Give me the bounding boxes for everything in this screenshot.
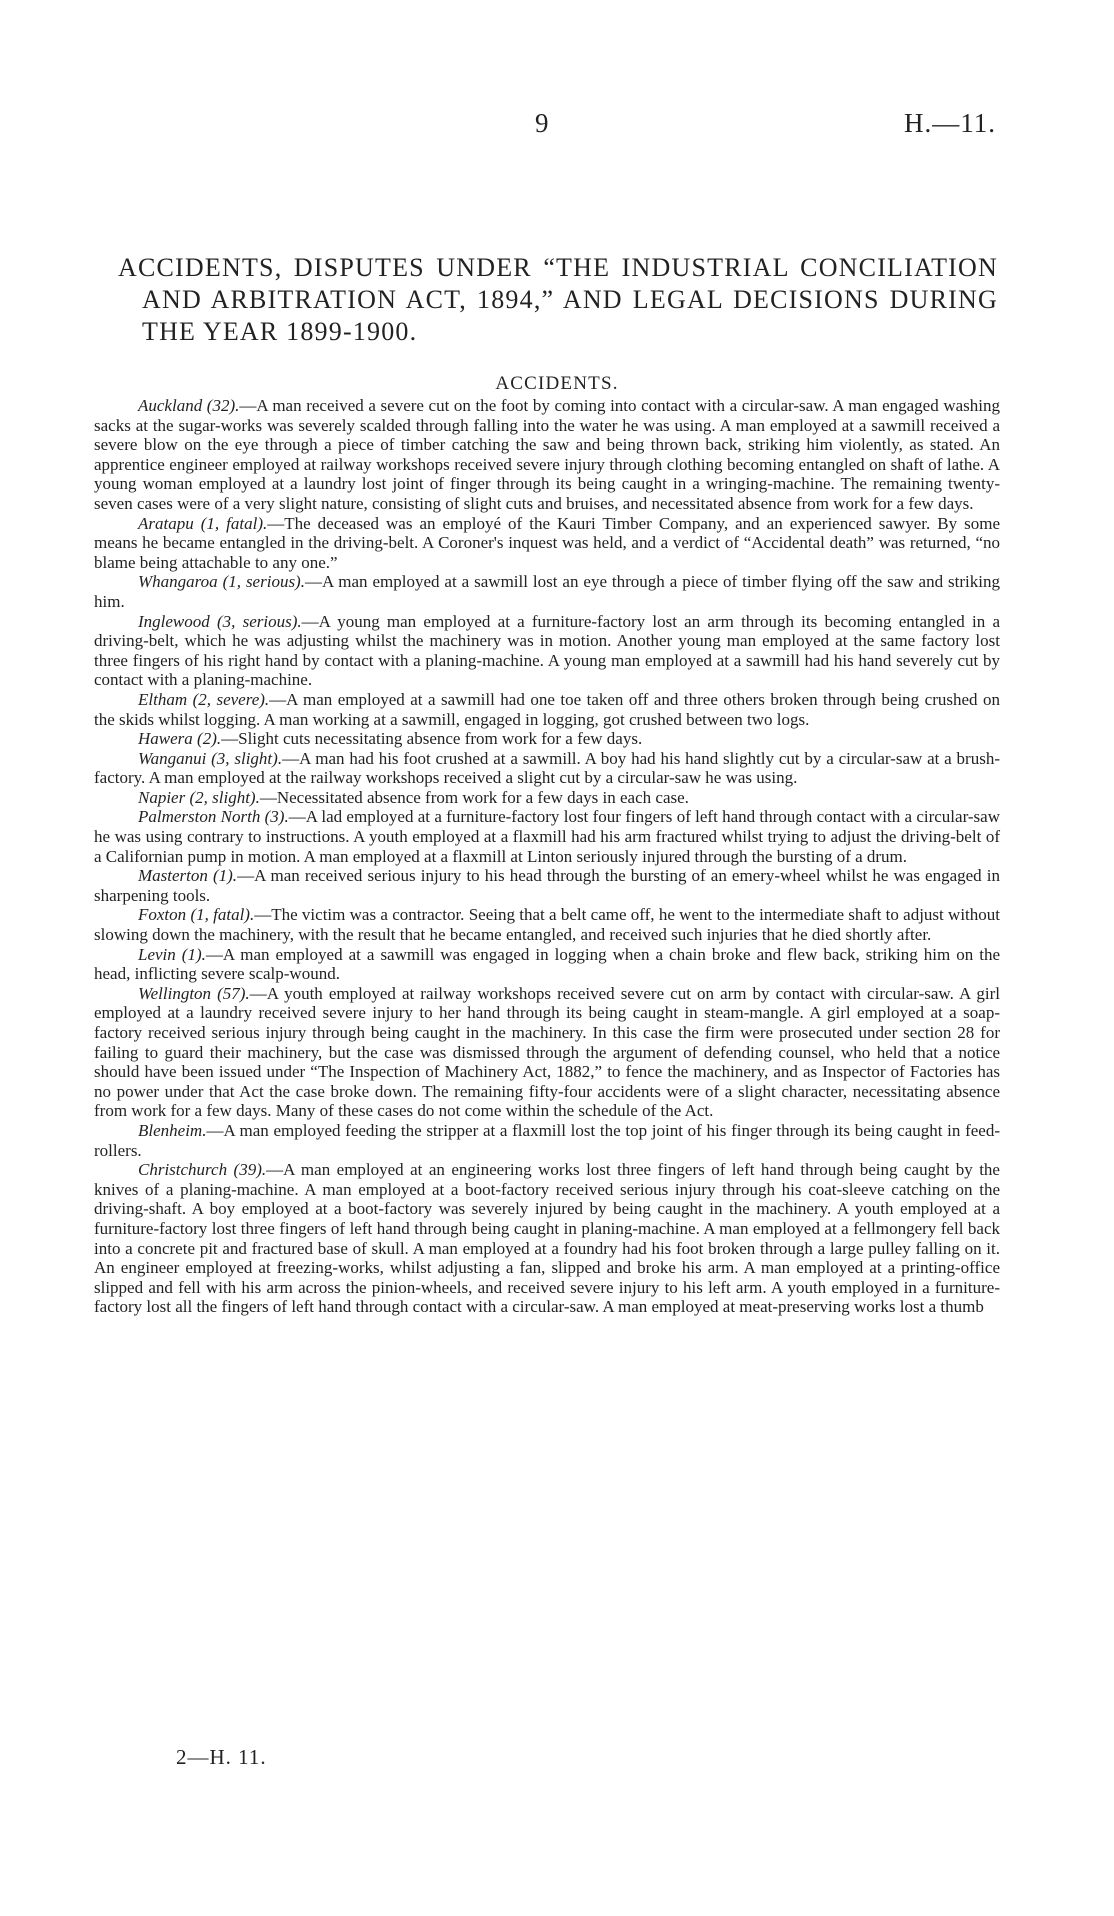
place-name: Inglewood (3, serious). [138,611,302,631]
body-text [94,396,1000,1317]
document-title: ACCIDENTS, DISPUTES UNDER “THE INDUSTRIAL CONCILIATION AND ARBITRATION ACT, 1894,” AND LEGAL DECISIONS DURING THE YEAR 1899-1900. [118,253,998,346]
paragraph-text: —A lad employed at a furniture-factory lost four fingers of left hand through contact with a circular-saw he was using contrary to instructions. A youth employed at a flaxmill had his arm fractured whilst trying to adjust the driving-belt of a Californian pump in motion. A man employed at a flaxmill at Linton seriously injured through the bursting of a drum. [94,807,1000,866]
paragraph-aratapu [94,514,1000,573]
place-name: Levin (1). [138,944,206,964]
paragraph-hawera [94,729,1000,749]
place-name: Foxton (1, fatal). [138,905,255,925]
paragraph-text: —A young man employed at a furniture-factory lost an arm through its becoming entangled in a driving-belt, which he was adjusting whilst the machinery was in motion. Another young man employed at the same factory lost three fingers of his right hand by contact with a planing-machine. A young man employed at a sawmill had his hand severely cut by contact with a planing-machine. [94,611,1000,690]
paragraph-text: —The victim was a contractor. Seeing that a belt came off, he went to the intermediate shaft to adjust without slowing down the machinery, with the result that he became entangled, and received such injuries that he died shortly after. [94,905,1000,945]
paragraph-masterton [94,866,1000,905]
paragraph-levin [94,945,1000,984]
place-name: Aratapu (1, fatal). [138,513,268,533]
paragraph-wellington [94,984,1000,1121]
paragraph-whangaroa [94,572,1000,611]
place-name: Christchurch (39). [138,1160,267,1180]
section-heading: ACCIDENTS. [495,373,619,394]
place-name: Napier (2, slight). [138,787,260,807]
place-name: Wellington (57). [138,983,250,1003]
place-name: Hawera (2). [138,729,222,749]
paragraph-inglewood [94,612,1000,690]
place-name: Auckland (32). [138,396,240,415]
paragraph-wanganui [94,749,1000,788]
paragraph-eltham [94,690,1000,729]
paragraph-text: —A man employed at a sawmill lost an eye through a piece of timber flying off the saw and striking him. [94,572,1000,611]
paragraph-palmerston-north [94,807,1000,866]
paragraph-text: —A man employed at an engineering works lost three fingers of left hand through being caught by the knives of a planing-machine. A man employed at a boot-factory received serious injury through his coat-sleeve catching on the driving-shaft. A boy employed at a boot-factory was severely injured by being caught in the machinery. A youth employed at a furniture-factory lost three fingers of left hand through being caught in planing-machine. A man employed at a fellmongery fell back into a concrete pit and fractured base of skull. A man employed at a foundry had his foot broken through a large pulley falling on it. An engineer employed at freezing-works, whilst adjusting a fan, slipped and broke his arm. A man employed at a printing-office slipped and fell with his arm across the pinion-wheels, and received severe injury to his left arm. A youth employed in a furniture-factory lost all the fingers of left hand through contact with a circular-saw. A man employed at meat-preserving works lost a thumb [94,1160,1000,1317]
paragraph-christchurch [94,1160,1000,1317]
paragraph-blenheim [94,1121,1000,1160]
paragraph-text: —A man employed at a sawmill was engaged in logging when a chain broke and flew back, striking him on the head, inflicting severe scalp-wound. [94,944,1000,984]
document-reference: H.—11. [904,108,996,138]
paragraph-text: —A man received a severe cut on the foot by coming into contact with a circular-saw. A man engaged washing sacks at the sugar-works was severely scalded through falling into the water he was using. A man employed at a sawmill received a severe blow on the eye through a piece of timber catching the saw and being thrown back, striking him violently, as stated. An apprentice engineer employed at railway workshops received severe injury through clothing becoming entangled on shaft of lathe. A young woman employed at a laundry lost joint of finger through its being caught in a wringing-machine. The remaining twenty-seven cases were of a very slight nature, consisting of slight cuts and bruises, and necessitated absence from work for a few days. [94,396,1000,513]
paragraph-text: —The deceased was an employé of the Kauri Timber Company, and an experienced sawyer. By some means he became entangled in the driving-belt. A Coroner's inquest was held, and a verdict of “Accidental death” was returned, “no blame being attachable to any one.” [94,513,1001,572]
paragraph-auckland [94,396,1000,514]
place-name: Wanganui (3, slight). [138,748,283,768]
paragraph-text: —A man had his foot crushed at a sawmill. A boy had his hand slightly cut by a circular-saw at a brush-factory. A man employed at the railway workshops received a slight cut by a circular-saw he was using. [94,748,1000,788]
paragraph-text: —A youth employed at railway workshops received severe cut on arm by contact with circular-saw. A girl employed at a laundry received severe injury to her hand through its being caught in steam-mangle. A girl employed at a soap-factory received serious injury through being caught in the machinery. In this case the firm were prosecuted under section 28 for failing to guard their machinery, but the case was dismissed through the argument of defending counsel, who held that a notice should have been issued under “The Inspection of Machinery Act, 1882,” to fence the machinery, and as Inspector of Factories has no power under that Act the case broke down. The remaining fifty-four accidents were of a slight character, necessitating absence from work for a few days. Many of these cases do not come within the schedule of the Act. [94,983,1000,1121]
place-name: Eltham (2, severe). [138,689,270,709]
place-name: Whangaroa (1, serious). [138,572,305,592]
place-name: Masterton (1). [138,866,238,886]
paragraph-text: —A man received serious injury to his head through the bursting of an emery-wheel whilst he was engaged in sharpening tools. [94,866,1000,905]
paragraph-napier [94,788,1000,808]
place-name: Palmerston North (3). [138,807,289,827]
paragraph-text: —A man employed at a sawmill had one toe taken off and three others broken through being crushed on the skids whilst logging. A man working at a sawmill, engaged in logging, got crushed between two logs. [94,689,1000,729]
paragraph-text: —Slight cuts necessitating absence from work for a few days. [221,729,643,749]
paragraph-foxton [94,905,1000,944]
page-number: 9 [535,108,550,138]
place-name: Blenheim. [138,1120,207,1140]
paragraph-text: —Necessitated absence from work for a few days in each case. [259,787,689,807]
paragraph-text: —A man employed feeding the stripper at a flaxmill lost the top joint of his finger through its being caught in feed-rollers. [94,1120,1000,1160]
printer-signature-mark: 2—H. 11. [176,1745,267,1769]
